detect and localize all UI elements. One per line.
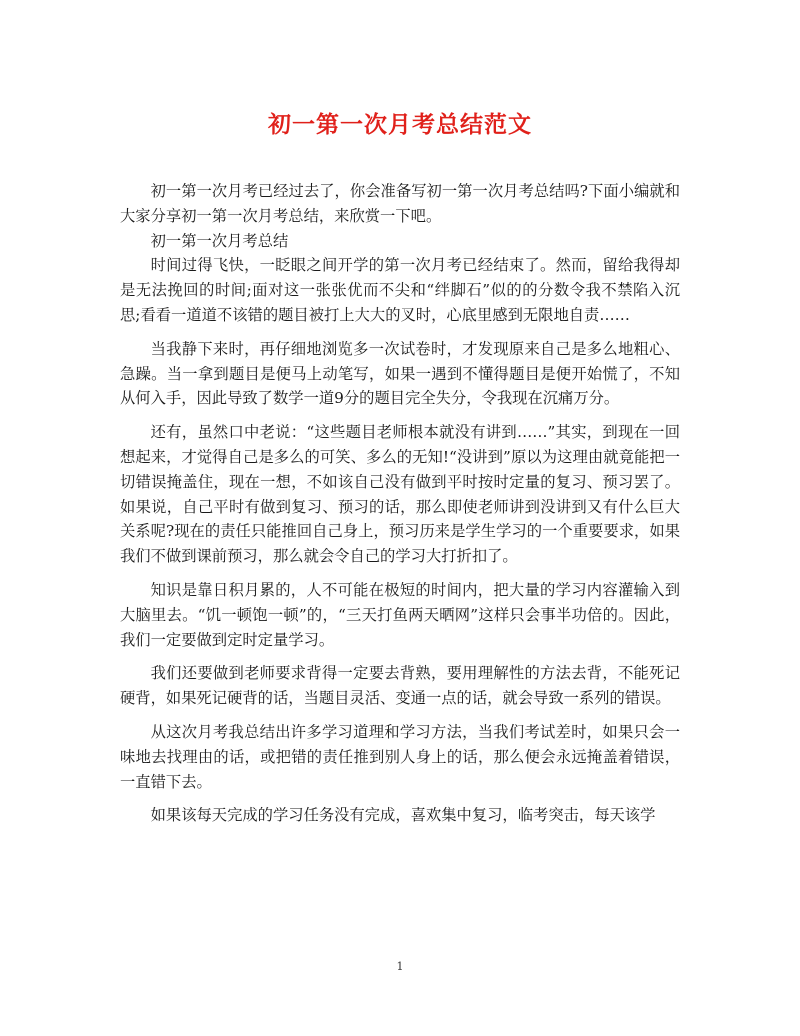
body-paragraph: 如果该每天完成的学习任务没有完成，喜欢集中复习，临考突击，每天该学 bbox=[150, 806, 656, 825]
document-body bbox=[120, 179, 680, 828]
body-paragraph: 时间过得飞快，一眨眼之间开学的第一次月考已经结束了。然而，留给我得却是无法挽回的时间;面对这一张张优而不尖和“绊脚石”似的的分数令我不禁陷入沉思;看看一道道不该错的题目被打上大大的叉时，心底里感到无限地自责…… bbox=[120, 256, 680, 324]
body-paragraph: 知识是靠日积月累的，人不可能在极短的时间内，把大量的学习内容灌输入到大脑里去。“饥一顿饱一顿”的，“三天打鱼两天晒网”这样只会事半功倍的。因此，我们一定要做到定时定量学习。 bbox=[120, 580, 680, 649]
body-paragraph: 还有，虽然口中老说：“这些题目老师根本就没有讲到……”其实，到现在一回想起来，才觉得自己是多么的可笑、多么的无知!“没讲到”原以为这理由就竟能把一切错误掩盖住，现在一想，不如该自己没有做到平时按时定量的复习、预习罢了。如果说，自己平时有做到复习、预习的话，那么即使老师讲到没讲到又有什么巨大关系呢?现在的责任只能推回自己身上，预习历来是学生学习的一个重要要求，如果我们不做到课前预习，那么就会令自己的学习大打折扣了。 bbox=[120, 423, 680, 566]
body-paragraph: 当我静下来时，再仔细地浏览多一次试卷时，才发现原来自己是多么地粗心、急躁。当一拿到题目是便马上动笔写，如果一遇到不懂得题目是便开始慌了，不知从何入手，因此导致了数学一道9分的题目完全失分，令我现在沉痛万分。 bbox=[120, 339, 680, 408]
intro-paragraph: 初一第一次月考已经过去了，你会准备写初一第一次月考总结吗?下面小编就和大家分享初一第一次月考总结，来欣赏一下吧。 bbox=[120, 182, 680, 225]
document-title: 初一第一次月考总结范文 bbox=[268, 111, 532, 138]
body-paragraph: 从这次月考我总结出许多学习道理和学习方法，当我们考试差时，如果只会一味地去找理由的话，或把错的责任推到别人身上的话，那么便会永远掩盖着错误，一直错下去。 bbox=[120, 722, 680, 791]
body-paragraph: 我们还要做到老师要求背得一定要去背熟，要用理解性的方法去背，不能死记硬背，如果死记硬背的话，当题目灵活、变通一点的话，就会导致一系列的错误。 bbox=[120, 664, 680, 708]
section-heading: 初一第一次月考总结 bbox=[150, 231, 289, 250]
page-number: 1 bbox=[396, 960, 404, 973]
